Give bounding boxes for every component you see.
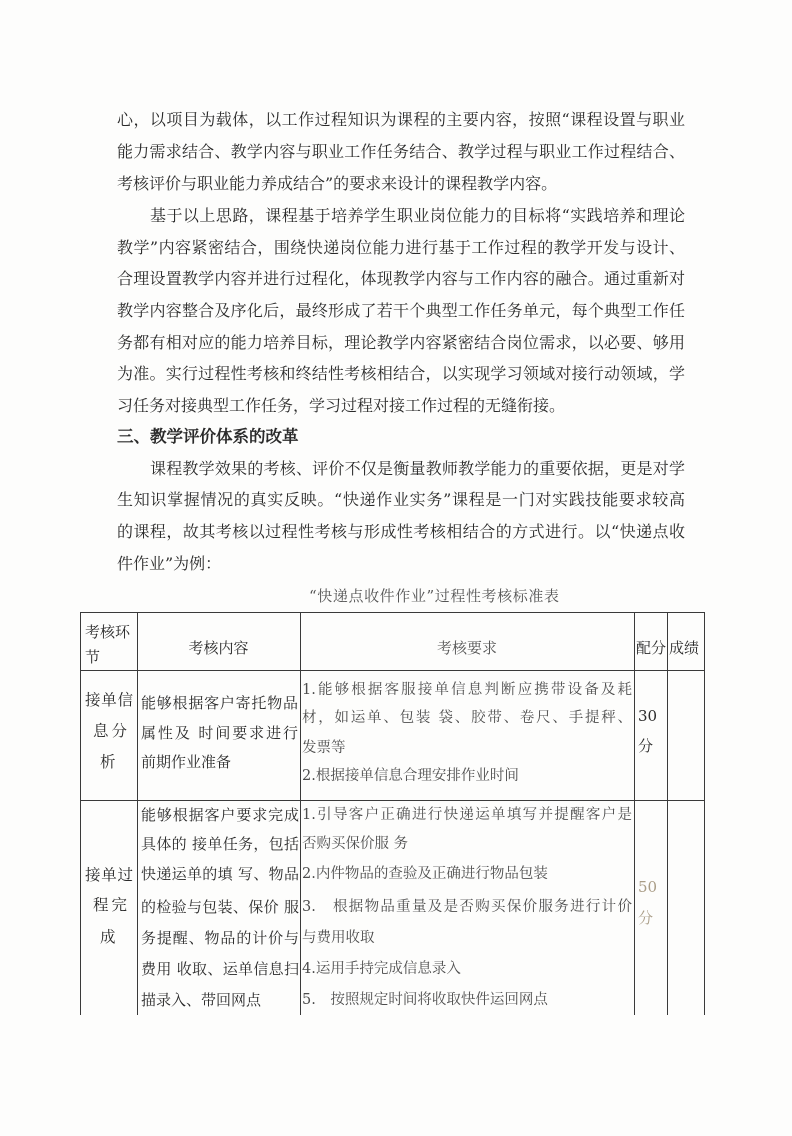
row-requirement-line: 2.内件物品的查验及正确进行物品包装	[302, 866, 548, 882]
row-requirement-line: 发票等	[302, 740, 346, 756]
row-content-line: 能够根据客户要求完成	[141, 806, 299, 824]
row-requirement-line: 5. 按照规定时间将收取快件运回网点	[302, 992, 548, 1008]
paragraph-line: 合理设置教学内容并进行过程化，体现教学内容与工作内容的融合。通过重新对	[117, 269, 685, 288]
table-header-stage: 考核环	[85, 623, 131, 641]
table-header-stage: 节	[85, 648, 101, 666]
row-content-line: 的检验与包装、保价 服	[141, 898, 299, 916]
paragraph-line: 基于以上思路，课程基于培养学生职业岗位能力的目标将“实践培养和理论	[150, 206, 685, 225]
row-content-line: 能够根据客户寄托物品	[141, 694, 298, 712]
row-requirement-line: 否购买保价服 务	[302, 836, 409, 852]
paragraph-line: 课程教学效果的考核、评价不仅是衡量教师教学能力的重要依据，更是对学	[150, 459, 685, 478]
row-content-line: 快递运单的填 写、物品	[141, 865, 299, 883]
table-grid-line	[80, 670, 705, 671]
paragraph-line: 为准。实行过程性考核和终结性考核相结合，以实现学习领域对接行动领域，学	[117, 364, 685, 383]
row-stage-line: 成	[100, 928, 116, 946]
table-grid-line	[80, 612, 81, 1015]
paragraph-line: 能力需求结合、教学内容与职业工作任务结合、教学过程与职业工作过程结合、	[117, 142, 685, 161]
paragraph-line: 件作业”为例：	[117, 554, 222, 573]
row-stage-line: 息分	[93, 722, 127, 740]
row-content-line: 具体的 接单任务，包括	[141, 835, 299, 853]
table-grid-line	[80, 800, 705, 801]
paragraph-line: 习任务对接典型工作任务，学习过程对接工作过程的无缝衔接。	[117, 396, 566, 415]
table-header-grade: 成绩	[669, 639, 700, 657]
paragraph-line: 教学内容整合及序化后，最终形成了若干个典型工作任务单元，每个典型工作任	[117, 301, 685, 320]
row-score-line: 分	[638, 737, 654, 755]
table-grid-line	[704, 612, 705, 1015]
row-stage-line: 析	[100, 753, 116, 771]
paragraph-line: 生知识掌握情况的真实反映。“快递作业实务”课程是一门对实践技能要求较高	[117, 490, 685, 509]
row-content-line: 前期作业准备	[141, 753, 232, 771]
table-grid-line	[137, 612, 138, 1015]
paragraph-line: 务都有相对应的能力培养目标，理论教学内容紧密结合岗位需求，以必要、够用	[117, 333, 685, 352]
table-grid-line	[667, 612, 668, 1015]
row-stage-line: 接单过	[85, 866, 133, 884]
row-score-line: 分	[638, 909, 654, 927]
row-stage-line: 接单信	[85, 691, 133, 709]
table-grid-line	[300, 612, 301, 1015]
paragraph-line: 的课程，故其考核以过程性考核与形成性考核相结合的方式进行。以“快递点收	[117, 522, 685, 541]
paragraph-line: 考核评价与职业能力养成结合”的要求来设计的课程教学内容。	[117, 174, 558, 193]
table-header-content: 考核内容	[188, 639, 249, 657]
table-header-requirements: 考核要求	[436, 639, 497, 657]
row-requirement-line: 1.引导客户正确进行快递运单填写并提醒客户是	[302, 807, 632, 823]
table-grid-line	[80, 612, 705, 613]
row-requirement-line: 4.运用手持完成信息录入	[302, 961, 461, 977]
section-heading: 三、教学评价体系的改革	[117, 427, 299, 446]
row-content-line: 费用 收取、运单信息扫	[141, 960, 299, 978]
table-grid-line	[634, 612, 635, 1015]
row-requirement-line: 2.根据接单信息合理安排作业时间	[302, 768, 519, 784]
row-requirement-line: 与费用收取	[302, 930, 375, 946]
row-content-line: 属性及 时间要求进行	[141, 724, 298, 742]
row-content-line: 描录入、带回网点	[141, 991, 262, 1009]
table-header-score: 配分	[636, 639, 667, 657]
paragraph-line: 教学”内容紧密结合，围绕快递岗位能力进行基于工作过程的教学开发与设计、	[117, 238, 685, 257]
row-stage-line: 程完	[93, 896, 127, 914]
row-content-line: 务提醒、物品的计价与	[141, 929, 299, 947]
row-score-line: 30	[638, 707, 658, 725]
row-requirement-line: 材，如运单、包装 袋、胶带、卷尺、手提秤、	[302, 710, 632, 726]
row-requirement-line: 3. 根据物品重量及是否购买保价服务进行计价	[302, 899, 632, 915]
row-score-line: 50	[638, 878, 658, 896]
row-requirement-line: 1.能够根据客服接单信息判断应携带设备及耗	[302, 682, 632, 698]
table-caption: “快递点收件作业”过程性考核标准表	[309, 587, 560, 605]
paragraph-line: 心，以项目为载体，以工作过程知识为课程的主要内容，按照“课程设置与职业	[117, 110, 685, 129]
